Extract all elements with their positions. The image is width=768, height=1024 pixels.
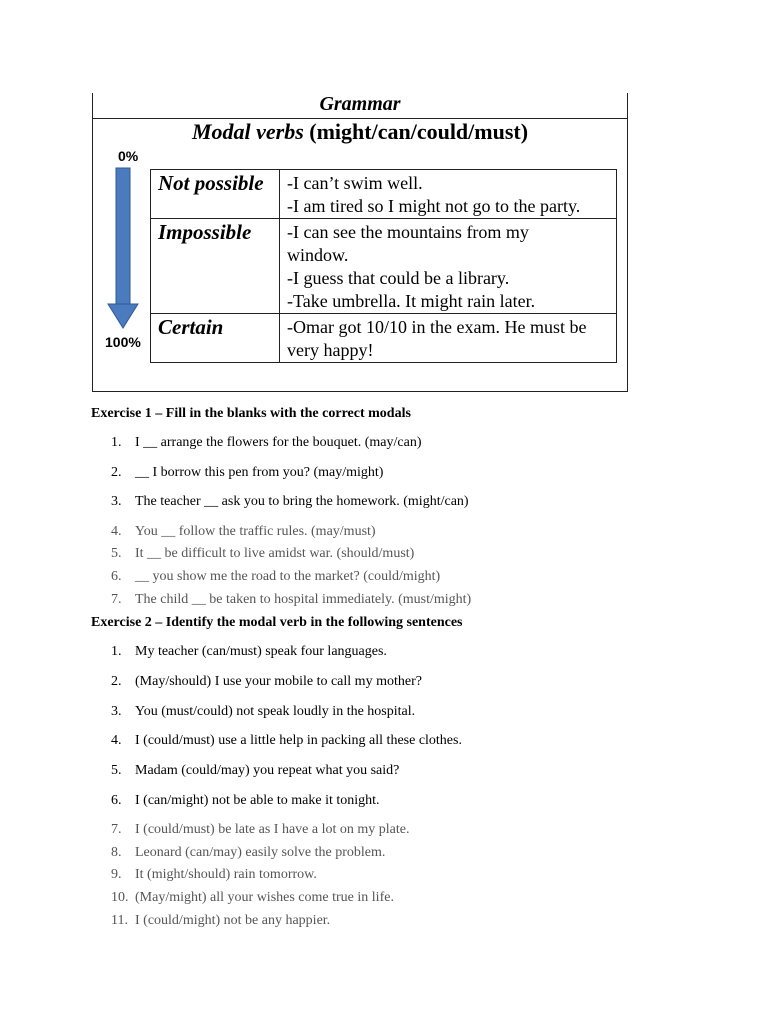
item-text: Leonard (can/may) easily solve the problem. (135, 845, 386, 860)
item-number: 4. (111, 733, 122, 748)
item-text: I (can/might) not be able to make it tonight. (135, 793, 380, 808)
item-text: I __ arrange the flowers for the bouquet. (may/can) (135, 435, 422, 450)
item-number: 4. (111, 524, 122, 539)
scale-bottom-label: 100% (105, 334, 141, 350)
item-text: You __ follow the traffic rules. (may/must) (135, 524, 376, 539)
item-number: 5. (111, 546, 122, 561)
list-item (111, 464, 383, 482)
example-line: -Omar got 10/10 in the exam. He must be (287, 317, 587, 337)
item-text: It __ be difficult to live amidst war. (should/must) (135, 546, 415, 561)
item-number: 8. (111, 845, 122, 860)
down-arrow-icon (106, 166, 140, 330)
example-line: -Take umbrella. It might rain later. (287, 291, 536, 311)
example-line: window. (287, 245, 349, 265)
term-cell: Impossible (151, 219, 280, 314)
example-line: -I guess that could be a library. (287, 268, 510, 288)
table-row (151, 219, 617, 314)
list-item (111, 673, 422, 691)
item-number: 2. (111, 674, 122, 689)
item-text: Madam (could/may) you repeat what you said? (135, 763, 400, 778)
list-item (111, 703, 415, 721)
item-text: You (must/could) not speak loudly in the hospital. (135, 704, 416, 719)
item-number: 9. (111, 867, 122, 882)
grammar-box-bottom-border (92, 391, 628, 392)
list-item (111, 844, 385, 862)
example-line: -I can’t swim well. (287, 173, 423, 193)
list-item (111, 732, 462, 750)
item-number: 6. (111, 569, 122, 584)
list-item (111, 912, 330, 930)
subtitle-italic: Modal verbs (191, 119, 304, 144)
item-number: 7. (111, 822, 122, 837)
term-cell: Not possible (151, 170, 280, 219)
term-cell: Certain (151, 314, 280, 363)
modal-verbs-subtitle (92, 118, 628, 146)
item-number: 5. (111, 763, 122, 778)
item-number: 11. (111, 913, 128, 928)
item-text: I (could/must) use a little help in packing all these clothes. (135, 733, 462, 748)
list-item (111, 889, 394, 907)
examples-cell (280, 314, 617, 363)
subtitle-rest: (might/can/could/must) (303, 119, 529, 144)
exercise-2-heading: Exercise 2 – Identify the modal verb in the following sentences (91, 615, 463, 630)
list-item (111, 434, 422, 452)
modal-verbs-table (150, 169, 617, 363)
list-item (111, 866, 317, 884)
item-number: 3. (111, 494, 122, 509)
exercise-1-heading: Exercise 1 – Fill in the blanks with the correct modals (91, 406, 411, 421)
list-item (111, 493, 469, 511)
list-item (111, 643, 387, 661)
examples-cell (280, 219, 617, 314)
item-text: I (could/might) not be any happier. (135, 913, 331, 928)
item-text: __ I borrow this pen from you? (may/might) (135, 465, 384, 480)
item-text: (May/should) I use your mobile to call my mother? (135, 674, 422, 689)
item-number: 3. (111, 704, 122, 719)
list-item (111, 545, 414, 563)
item-number: 6. (111, 793, 122, 808)
table-row (151, 170, 617, 219)
example-line: -I am tired so I might not go to the party. (287, 196, 581, 216)
item-text: The child __ be taken to hospital immediately. (must/might) (135, 592, 472, 607)
grammar-title: Grammar (319, 93, 401, 115)
scale-top-label: 0% (118, 148, 139, 164)
example-line: very happy! (287, 340, 374, 360)
list-item (111, 568, 440, 586)
list-item (111, 792, 380, 810)
item-text: (May/might) all your wishes come true in life. (135, 890, 394, 905)
item-text: __ you show me the road to the market? (could/might) (135, 569, 441, 584)
item-number: 10. (111, 890, 129, 905)
item-text: It (might/should) rain tomorrow. (135, 867, 317, 882)
example-line: -I can see the mountains from my (287, 222, 529, 242)
list-item (111, 523, 376, 541)
item-number: 2. (111, 465, 122, 480)
item-text: I (could/must) be late as I have a lot on my plate. (135, 822, 410, 837)
list-item (111, 762, 399, 780)
item-text: My teacher (can/must) speak four languages. (135, 644, 387, 659)
item-number: 7. (111, 592, 122, 607)
item-number: 1. (111, 644, 122, 659)
examples-cell (280, 170, 617, 219)
item-number: 1. (111, 435, 122, 450)
list-item (111, 821, 409, 839)
list-item (111, 591, 471, 609)
item-text: The teacher __ ask you to bring the homework. (might/can) (135, 494, 469, 509)
table-row (151, 314, 617, 363)
